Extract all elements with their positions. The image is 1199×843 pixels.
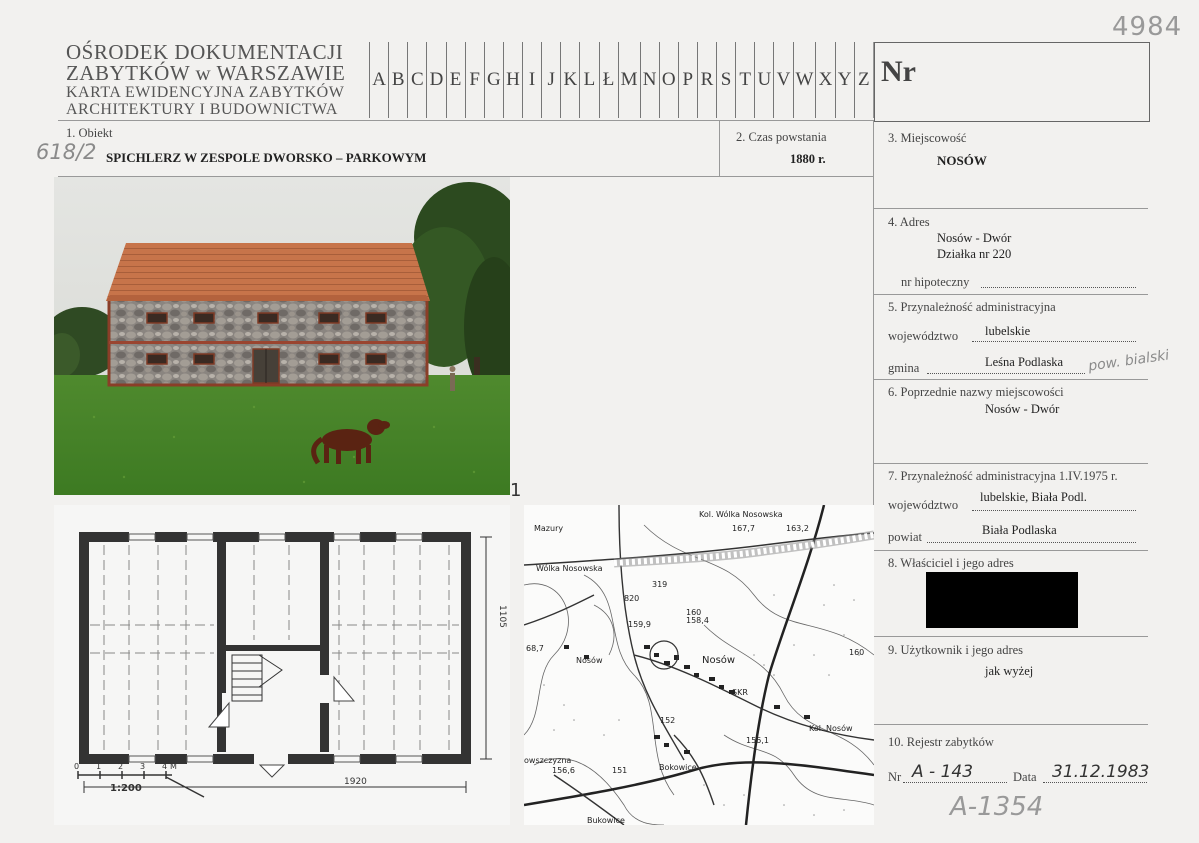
header-rule (58, 120, 874, 121)
register-nr-label: Nr (888, 770, 902, 784)
index-letter: M (618, 42, 640, 118)
map-label: 163,2 (786, 524, 809, 533)
scale-tick-unit: M (170, 762, 177, 771)
index-letter: P (678, 42, 697, 118)
scale-tick-3: 3 (140, 762, 146, 771)
voivodeship-1975-value: lubelskie, Biała Podl. (980, 490, 1087, 504)
card-type-line-2: ARCHITEKTURY I BUDOWNICTWA (66, 101, 338, 118)
commune-value: Leśna Podlaska (985, 355, 1064, 369)
section-2-label: 2. Czas powstania (736, 130, 827, 144)
index-letter: S (716, 42, 735, 118)
section-4-label: 4. Adres (888, 215, 930, 229)
handwritten-object-number: 618/2 (36, 140, 97, 164)
index-letters (369, 42, 873, 118)
map-label: 151 (612, 766, 628, 775)
map-label: Bokowice (659, 763, 697, 772)
index-letter: F (465, 42, 484, 118)
address-line-1: Nosów - Dwór (937, 231, 1012, 245)
topographic-map-drawing (524, 505, 874, 825)
index-letter: V (773, 42, 792, 118)
rule-6-7 (874, 463, 1148, 464)
voivodeship-value: lubelskie (985, 324, 1031, 338)
granary-photo (54, 177, 510, 495)
map-label: Mazury (534, 524, 564, 533)
index-letter: K (560, 42, 579, 118)
institution-line-2: ZABYTKÓW w WARSZAWIE (66, 61, 346, 85)
map-label: 159,9 (628, 620, 651, 629)
index-letter: A (369, 42, 388, 118)
plan-scale-label: 1:200 (110, 783, 142, 794)
rule-7-8 (874, 550, 1148, 551)
scale-tick-1: 1 (96, 762, 102, 771)
map-label: 68,7 (526, 644, 544, 653)
index-letter: H (503, 42, 522, 118)
floor-plan (54, 505, 510, 825)
voivodeship-1975-label: województwo (888, 498, 959, 512)
construction-date: 1880 r. (790, 152, 826, 166)
register-date-label: Data (1013, 770, 1037, 784)
index-letter: C (407, 42, 426, 118)
index-letter: T (735, 42, 754, 118)
section-1-2-divider (719, 121, 720, 177)
handwritten-card-number: 4984 (1112, 12, 1183, 42)
county-1975-value: Biała Podlaska (982, 523, 1057, 537)
mortgage-number-label: nr hipoteczny (901, 275, 970, 289)
institution-line-1: OŚRODEK DOKUMENTACJI (66, 40, 344, 64)
plan-height-dimension: 1105 (497, 605, 507, 628)
rule-8-9 (874, 636, 1148, 637)
index-letter: R (697, 42, 716, 118)
user-value: jak wyżej (985, 664, 1034, 678)
section-8-label: 8. Właściciel i jego adres (888, 556, 1014, 570)
redacted-owner-block (926, 572, 1078, 628)
map-label: 319 (652, 580, 668, 589)
map-label: 167,7 (732, 524, 755, 533)
index-letter: I (522, 42, 541, 118)
commune-label: gmina (888, 361, 920, 375)
index-letter: B (388, 42, 407, 118)
map-label: Nosów (702, 655, 736, 666)
former-names-value: Nosów - Dwór (985, 402, 1060, 416)
register-date-value: 31.12.1983 (1052, 762, 1150, 782)
county-1975-label: powiat (888, 530, 923, 544)
rule-3-4 (874, 208, 1148, 209)
granary-photo-image (54, 177, 510, 495)
mortgage-number-field (981, 276, 1136, 288)
index-letter: J (541, 42, 560, 118)
section-10-label: 10. Rejestr zabytków (888, 735, 994, 749)
map-label: Kol. Wólka Nosowska (699, 510, 783, 519)
map-label: SKR (732, 688, 748, 697)
index-letter: Z (854, 42, 873, 118)
index-letter: U (754, 42, 773, 118)
index-letter: E (446, 42, 465, 118)
nr-box (874, 42, 1150, 122)
handwritten-register-extra: A-1354 (950, 792, 1044, 822)
index-letter: W (793, 42, 816, 118)
topographic-map (524, 505, 874, 825)
photo-index: 1 (510, 480, 522, 501)
index-letter: O (659, 42, 678, 118)
section-5-label: 5. Przynależność administracyjna (888, 300, 1056, 314)
map-label: Nosów (576, 656, 603, 665)
scale-tick-2: 2 (118, 762, 124, 771)
register-nr-value: A - 143 (912, 762, 974, 782)
address-line-2: Działka nr 220 (937, 247, 1012, 261)
rule-4-5 (874, 294, 1148, 295)
nr-label: Nr (881, 55, 916, 88)
map-label: 160 (686, 608, 702, 617)
section-7-label: 7. Przynależność administracyjna 1.IV.1975 r. (888, 469, 1118, 483)
map-label: Bukowice (587, 816, 625, 825)
section-1-label: 1. Obiekt (66, 126, 113, 140)
index-letter: N (640, 42, 659, 118)
plan-width-dimension: 1920 (344, 777, 367, 787)
map-label: 160 (849, 648, 865, 657)
section-9-label: 9. Użytkownik i jego adres (888, 643, 1024, 657)
map-label: 152 (660, 716, 676, 725)
index-letter: L (579, 42, 598, 118)
index-letter: X (815, 42, 834, 118)
map-label: 156,6 (552, 766, 575, 775)
handwritten-county-note: pow. bialski (1087, 347, 1171, 375)
map-label: Kol. Nosów (809, 724, 853, 733)
index-letter: D (426, 42, 445, 118)
map-label: 158,4 (686, 616, 709, 625)
floor-plan-drawing (54, 505, 510, 825)
index-letter: G (484, 42, 503, 118)
index-letter: Y (835, 42, 854, 118)
object-name: SPICHLERZ W ZESPOLE DWORSKO – PARKOWYM (106, 150, 427, 165)
map-label: 156,1 (746, 736, 769, 745)
map-label: Wólka Nosowska (536, 564, 603, 573)
index-letter: Ł (599, 42, 618, 118)
section-6-label: 6. Poprzednie nazwy miejscowości (888, 385, 1064, 399)
rule-5-6 (874, 379, 1148, 380)
rule-9-10 (874, 724, 1148, 725)
voivodeship-label: województwo (888, 329, 959, 343)
card-type-line-1: KARTA EWIDENCYJNA ZABYTKÓW (66, 84, 345, 101)
map-label: owszczyzna (524, 756, 572, 765)
section-3-label: 3. Miejscowość (888, 131, 967, 145)
scale-tick-0: 0 (74, 762, 80, 771)
locality: NOSÓW (937, 153, 987, 168)
map-label: 820 (624, 594, 640, 603)
scale-tick-4: 4 (162, 762, 168, 771)
